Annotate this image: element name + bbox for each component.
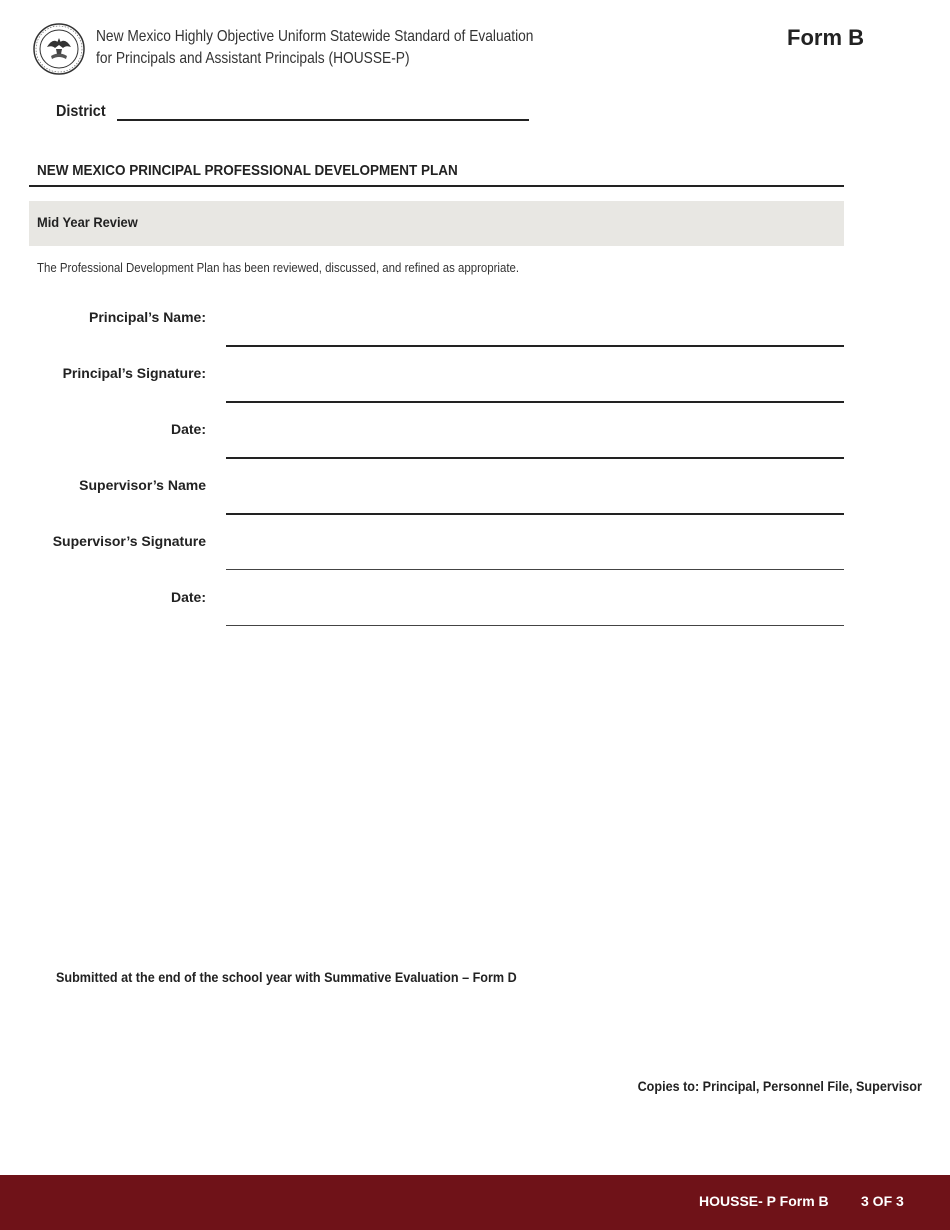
supervisor-signature-label: Supervisor’s Signature <box>52 533 206 549</box>
supervisor-name-label: Supervisor’s Name <box>79 477 206 493</box>
mid-year-review-band <box>29 201 844 246</box>
district-label: District <box>56 103 106 120</box>
principal-signature-label: Principal’s Signature: <box>62 365 206 381</box>
principal-signature-field[interactable] <box>226 401 844 403</box>
district-field[interactable] <box>117 119 529 121</box>
principal-name-field[interactable] <box>226 345 844 347</box>
state-seal-icon <box>33 23 85 75</box>
header-title <box>96 26 533 70</box>
supervisor-signature-field[interactable] <box>226 569 844 570</box>
footer-doc-label: HOUSSE- P Form B <box>699 1193 829 1209</box>
header-title-line1: New Mexico Highly Objective Uniform Statewide Standard of Evaluation <box>96 28 534 45</box>
principal-date-label: Date: <box>170 421 206 437</box>
header-title-line2: for Principals and Assistant Principals (HOUSSE-P) <box>96 50 410 67</box>
submission-note: Submitted at the end of the school year with Summative Evaluation – Form D <box>56 969 517 985</box>
supervisor-name-field[interactable] <box>226 513 844 515</box>
supervisor-date-label: Date: <box>170 589 206 605</box>
plan-title: NEW MEXICO PRINCIPAL PROFESSIONAL DEVELOPMENT PLAN <box>37 162 458 179</box>
principal-date-field[interactable] <box>226 457 844 459</box>
supervisor-date-field[interactable] <box>226 625 844 626</box>
intro-text: The Professional Development Plan has been reviewed, discussed, and refined as appropriate. <box>37 260 520 275</box>
title-divider <box>29 185 844 187</box>
footer-page-number: 3 OF 3 <box>861 1193 904 1209</box>
footer-bar <box>0 1175 950 1230</box>
section-heading: Mid Year Review <box>37 214 138 230</box>
copies-note: Copies to: Principal, Personnel File, Supervisor <box>637 1078 922 1094</box>
principal-name-label: Principal’s Name: <box>89 309 206 325</box>
form-label: Form B <box>787 25 864 50</box>
